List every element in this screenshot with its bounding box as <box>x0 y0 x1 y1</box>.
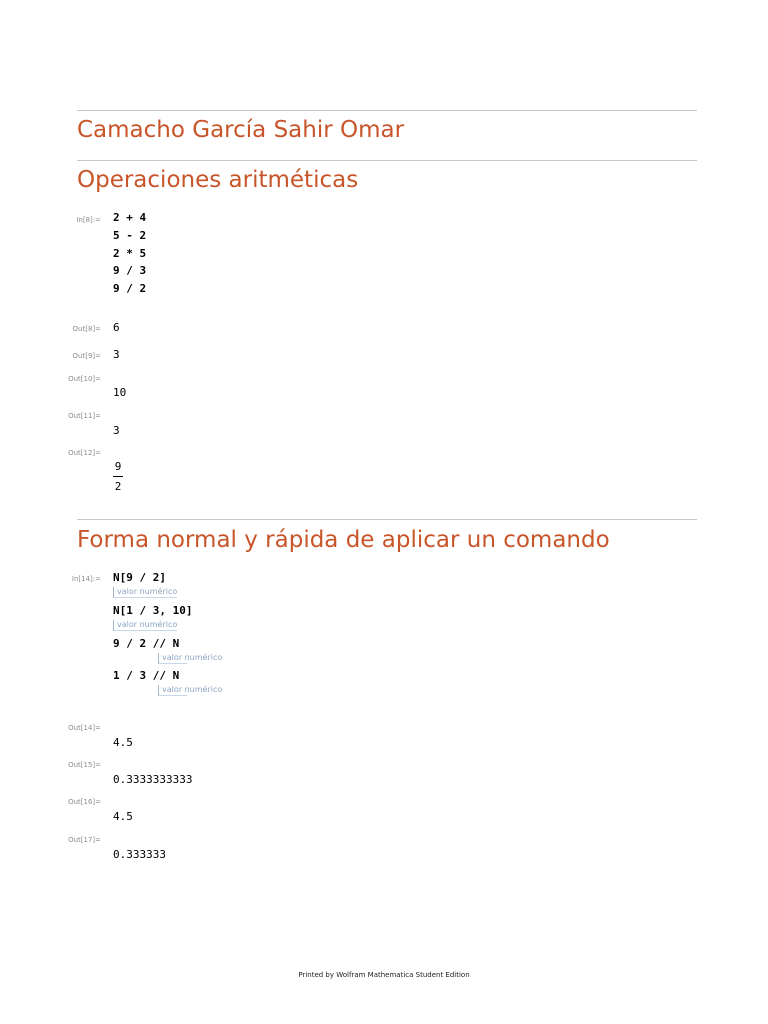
autocomplete-hint[interactable]: valor numérico <box>158 685 187 696</box>
input-line[interactable]: 9 / 3 <box>113 264 147 277</box>
output-value: 3 <box>113 424 120 437</box>
top-rule <box>77 110 697 111</box>
output-value: 3 <box>113 348 120 361</box>
output-value: 0.3333333333 <box>113 773 193 786</box>
autocomplete-hint[interactable]: valor numérico <box>113 587 177 598</box>
output-value: 4.5 <box>113 736 133 749</box>
document-title: Camacho García Sahir Omar <box>77 117 405 143</box>
input-line[interactable]: N[9 / 2] <box>113 571 166 584</box>
output-label: Out[8]= <box>72 325 101 333</box>
title-rule <box>77 160 697 161</box>
output-value: 4.5 <box>113 810 133 823</box>
section-rule <box>77 519 697 520</box>
output-value: 0.333333 <box>113 848 166 861</box>
output-label: Out[16]= <box>68 798 101 806</box>
section-heading-arithmetic: Operaciones aritméticas <box>77 167 359 193</box>
input-line[interactable]: 2 + 4 <box>113 211 147 224</box>
output-label: Out[14]= <box>68 724 101 732</box>
autocomplete-hint[interactable]: valor numérico <box>113 620 177 631</box>
input-line[interactable]: 1 / 3 // N <box>113 669 180 682</box>
autocomplete-hint[interactable]: valor numérico <box>158 653 187 664</box>
input-line[interactable]: 5 - 2 <box>113 229 147 242</box>
input-line[interactable]: 9 / 2 // N <box>113 637 180 650</box>
input-label: In[8]:= <box>76 216 101 224</box>
input-line[interactable]: N[1 / 3, 10] <box>113 604 193 617</box>
output-label: Out[17]= <box>68 836 101 844</box>
output-label: Out[12]= <box>68 449 101 457</box>
fraction-denominator: 2 <box>114 480 122 493</box>
print-footer: Printed by Wolfram Mathematica Student Edition <box>298 971 470 979</box>
output-value: 6 <box>113 321 120 334</box>
output-label: Out[10]= <box>68 375 101 383</box>
fraction-bar <box>113 476 123 477</box>
fraction-output <box>113 460 123 493</box>
input-line[interactable]: 2 * 5 <box>113 247 147 260</box>
output-value: 10 <box>113 386 127 399</box>
input-line[interactable]: 9 / 2 <box>113 282 147 295</box>
output-label: Out[11]= <box>68 412 101 420</box>
output-label: Out[9]= <box>72 352 101 360</box>
input-label: In[14]:= <box>71 575 101 583</box>
section-heading-commands: Forma normal y rápida de aplicar un comando <box>77 527 610 553</box>
output-label: Out[15]= <box>68 761 101 769</box>
fraction-numerator: 9 <box>114 460 122 473</box>
